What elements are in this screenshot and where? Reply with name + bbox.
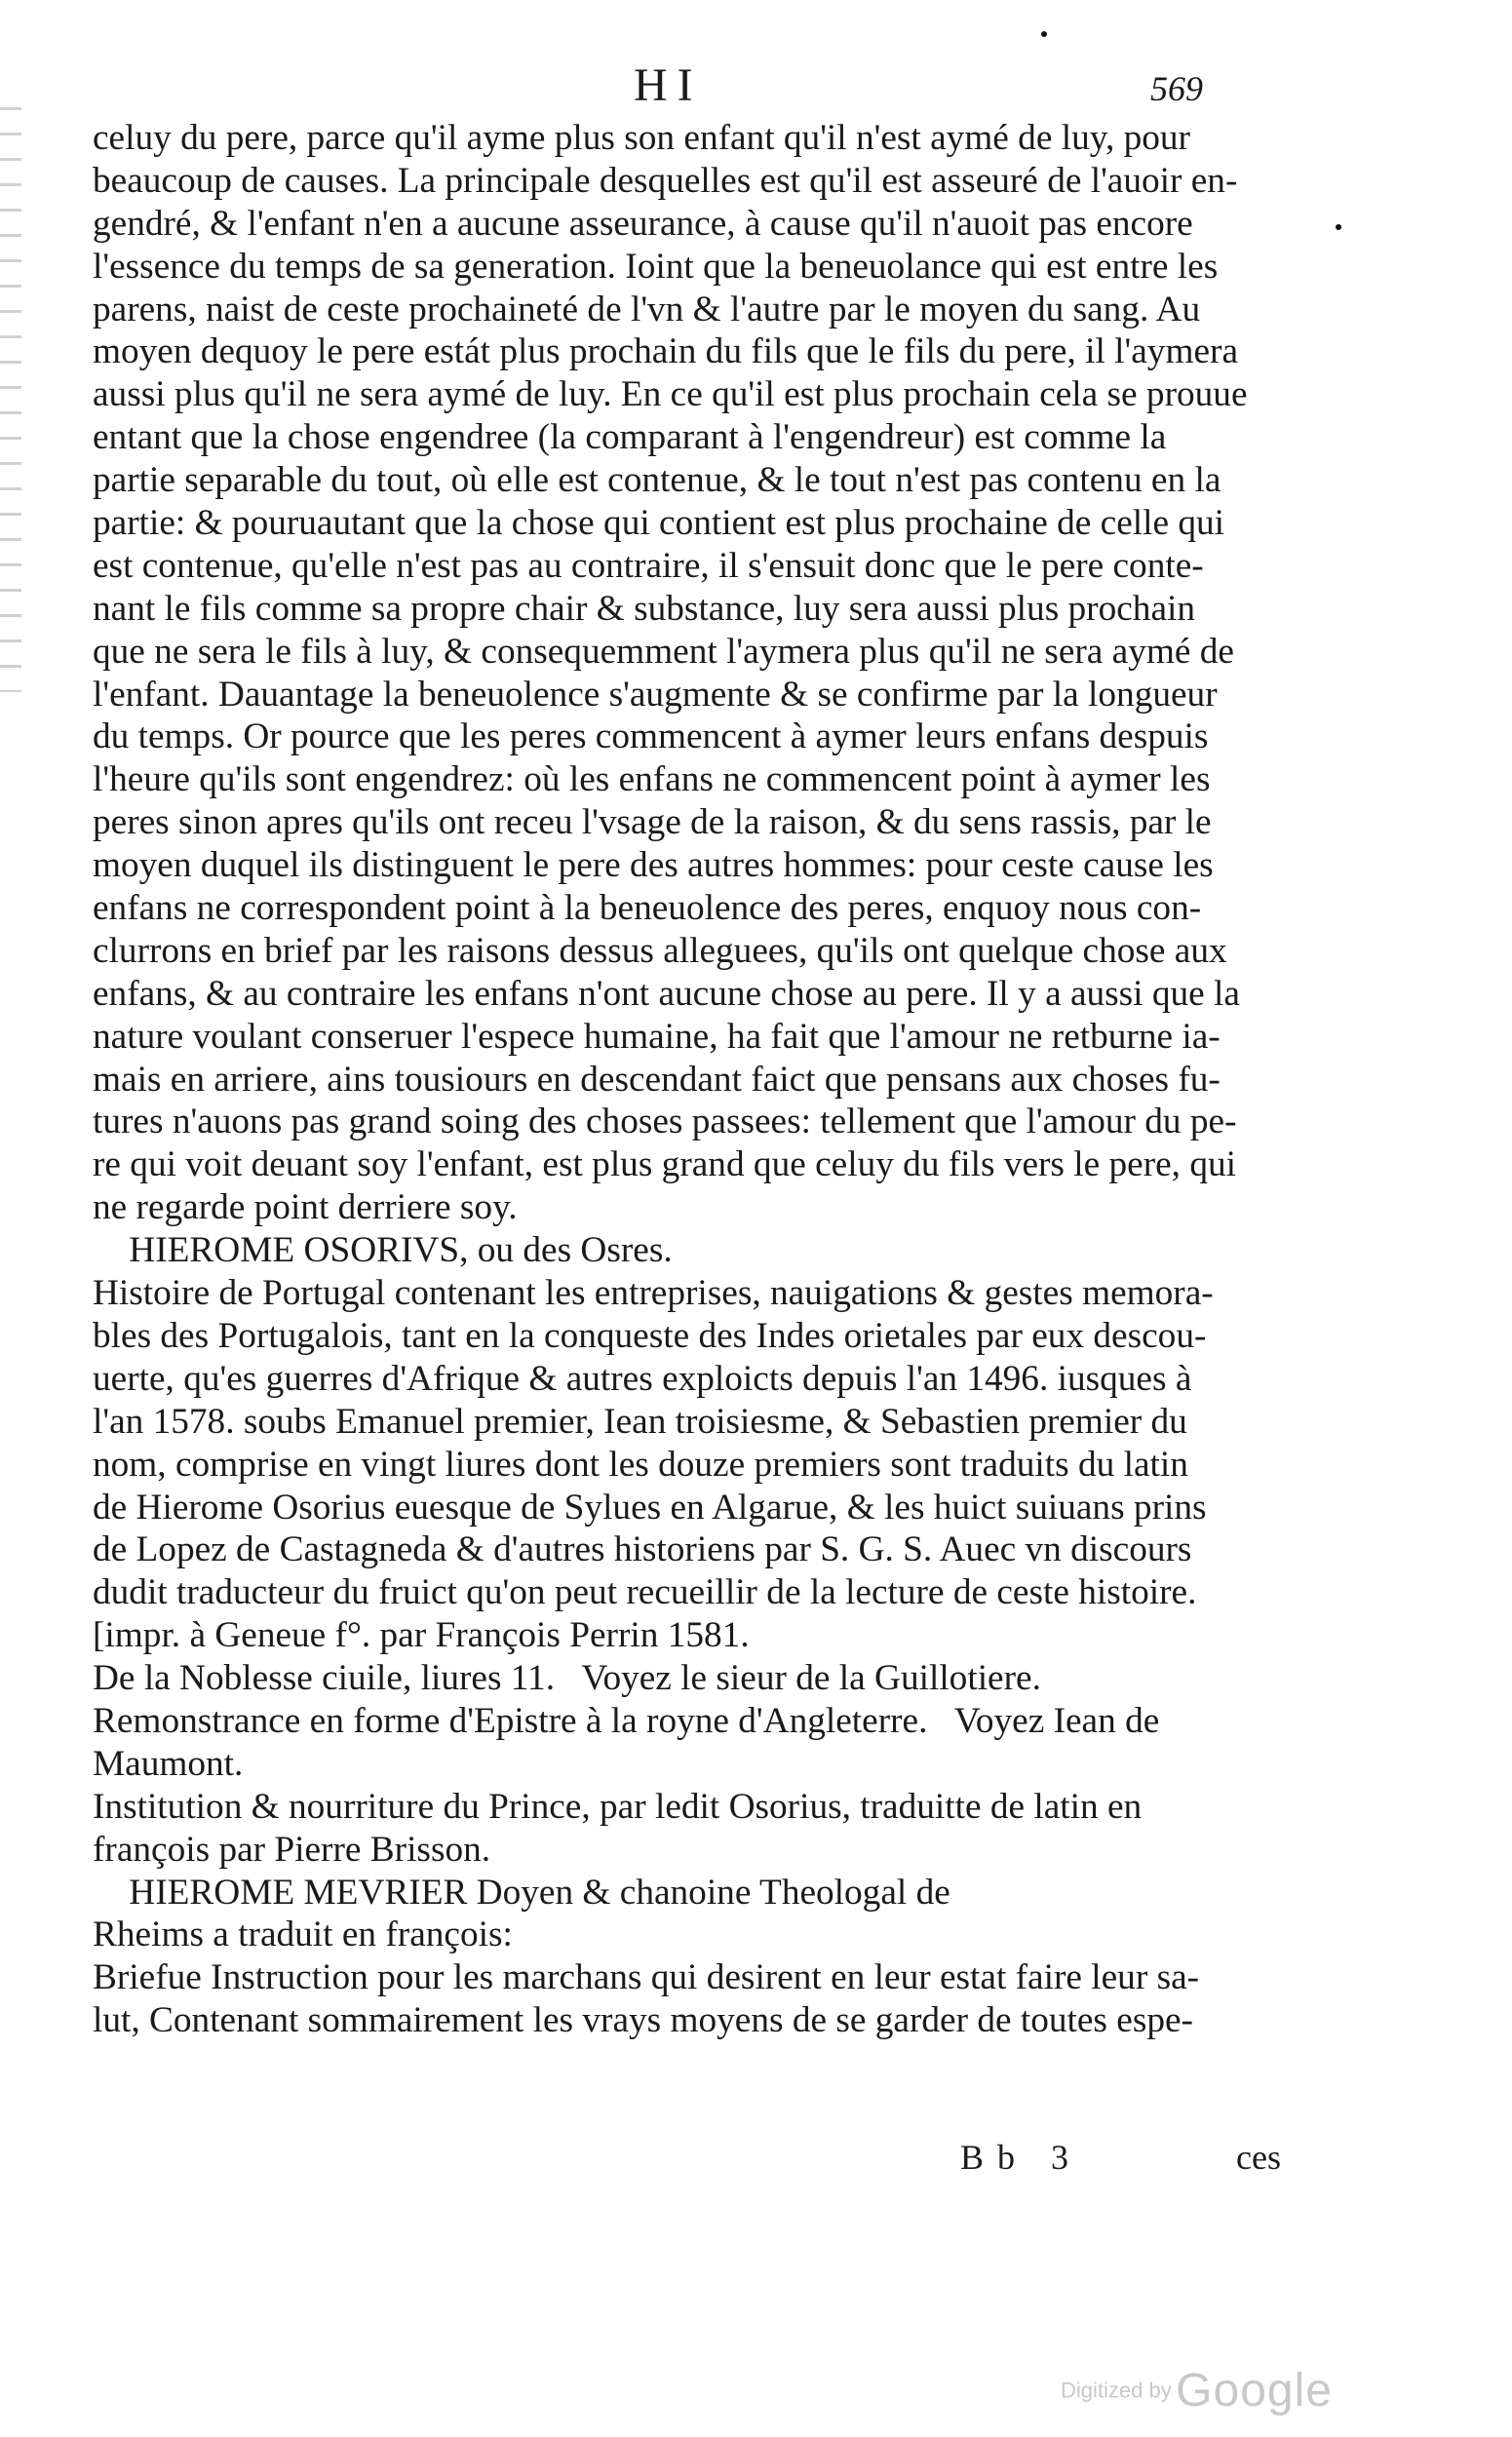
text-line: dudit traducteur du fruict qu'on peut recueillir de la lecture de ceste histoire. [93, 1572, 1197, 1613]
text-line: moyen dequoy le pere estát plus prochain du fils que le fils du pere, il l'aymera [93, 331, 1238, 372]
text-line: enfans, & au contraire les enfans n'ont aucune chose au pere. Il y a aussi que la [93, 973, 1240, 1014]
catchword: ces [1236, 2138, 1281, 2177]
text-line: tures n'auons pas grand soing des choses passees: tellement que l'amour du pe- [93, 1102, 1237, 1142]
text-line: clurrons en brief par les raisons dessus alleguees, qu'ils ont quelque chose aux [93, 930, 1227, 971]
text-line: mais en arriere, ains tousiours en descendant faict que pensans aux choses fu- [93, 1059, 1221, 1100]
text-line: nom, comprise en vingt liures dont les douze premiers sont traduits du latin [93, 1444, 1188, 1485]
text-line: lut, Contenant sommairement les vrays moyens de se garder de toutes espe- [93, 2000, 1193, 2041]
text-line: l'an 1578. soubs Emanuel premier, Iean troisiesme, & Sebastien premier du [93, 1401, 1187, 1442]
text-line: HIEROME MEVRIER Doyen & chanoine Theologal de [93, 1872, 950, 1913]
text-line: [impr. à Geneue f°. par François Perrin 1581. [93, 1615, 750, 1656]
text-line: de Lopez de Castagneda & d'autres historiens par S. G. S. Auec vn discours [93, 1529, 1192, 1570]
body-text [93, 117, 1277, 2042]
text-line: Institution & nourriture du Prince, par ledit Osorius, traduitte de latin en [93, 1786, 1143, 1827]
watermark-prefix: Digitized by [1061, 2378, 1172, 2403]
google-logo: Google [1176, 2365, 1333, 2417]
text-line: de Hierome Osorius euesque de Sylues en Algarue, & les huict suiuans prins [93, 1487, 1207, 1528]
text-line: parens, naist de ceste prochaineté de l'vn & l'autre par le moyen du sang. Au [93, 289, 1201, 329]
text-line: Histoire de Portugal contenant les entreprises, nauigations & gestes memora- [93, 1273, 1214, 1314]
text-line: ne regarde point derriere soy. [93, 1187, 518, 1228]
text-line: uerte, qu'es guerres d'Afrique & autres exploicts depuis l'an 1496. iusques à [93, 1358, 1192, 1399]
text-line: enfans ne correspondent point à la beneuolence des peres, enquoy nous con- [93, 888, 1202, 929]
text-line: beaucoup de causes. La principale desquelles est qu'il est asseuré de l'auoir en- [93, 160, 1238, 201]
gutter-shadow [0, 107, 21, 692]
text-line: Maumont. [93, 1743, 244, 1784]
text-line: françois par Pierre Brisson. [93, 1829, 491, 1870]
page-number: 569 [1150, 69, 1203, 108]
text-line: De la Noblesse ciuile, liures 11. Voyez le sieur de la Guillotiere. [93, 1658, 1041, 1699]
text-line: aussi plus qu'il ne sera aymé de luy. En ce qu'il est plus prochain cela se prouue [93, 374, 1248, 415]
ink-speck [1336, 224, 1341, 230]
digitized-by-watermark [1061, 2364, 1333, 2418]
text-line: bles des Portugalois, tant en la conqueste des Indes orietales par eux descou- [93, 1315, 1207, 1356]
text-line: est contenue, qu'elle n'est pas au contraire, il s'ensuit donc que le pere conte- [93, 545, 1204, 586]
text-line: entant que la chose engendree (la comparant à l'engendreur) est comme la [93, 417, 1167, 458]
running-head: HI [634, 59, 703, 111]
text-line: Remonstrance en forme d'Epistre à la royne d'Angleterre. Voyez Iean de [93, 1700, 1160, 1741]
text-line: nant le fils comme sa propre chair & substance, luy sera aussi plus prochain [93, 588, 1196, 629]
text-line: Briefue Instruction pour les marchans qui desirent en leur estat faire leur sa- [93, 1957, 1200, 1998]
text-line: l'essence du temps de sa generation. Ioint que la beneuolance qui est entre les [93, 246, 1219, 287]
text-line: re qui voit deuant soy l'enfant, est plus grand que celuy du fils vers le pere, qui [93, 1144, 1236, 1185]
text-line: partie: & pouruautant que la chose qui contient est plus prochaine de celle qui [93, 503, 1225, 544]
text-line: que ne sera le fils à luy, & consequemment l'aymera plus qu'il ne sera aymé de [93, 631, 1234, 672]
text-line: partie separable du tout, où elle est contenue, & le tout n'est pas contenu en la [93, 460, 1221, 501]
text-line: celuy du pere, parce qu'il ayme plus son enfant qu'il n'est aymé de luy, pour [93, 118, 1190, 158]
text-line: peres sinon apres qu'ils ont receu l'vsage de la raison, & du sens rassis, par le [93, 802, 1212, 843]
text-line: HIEROME OSORIVS, ou des Osres. [93, 1230, 673, 1271]
text-line: Rheims a traduit en françois: [93, 1915, 513, 1955]
text-line: l'enfant. Dauantage la beneuolence s'augmente & se confirme par la longueur [93, 674, 1218, 715]
text-line: nature voulant conseruer l'espece humaine, ha fait que l'amour ne retburne ia- [93, 1016, 1221, 1057]
text-line: du temps. Or pource que les peres commencent à aymer leurs enfans despuis [93, 716, 1209, 757]
text-line: gendré, & l'enfant n'en a aucune asseurance, à cause qu'il n'auoit pas encore [93, 203, 1193, 244]
signature-mark: Bb 3 [960, 2138, 1083, 2177]
ink-speck [1041, 31, 1047, 37]
text-line: l'heure qu'ils sont engendrez: où les enfans ne commencent point à aymer les [93, 759, 1211, 800]
text-line: moyen duquel ils distinguent le pere des autres hommes: pour ceste cause les [93, 845, 1214, 886]
